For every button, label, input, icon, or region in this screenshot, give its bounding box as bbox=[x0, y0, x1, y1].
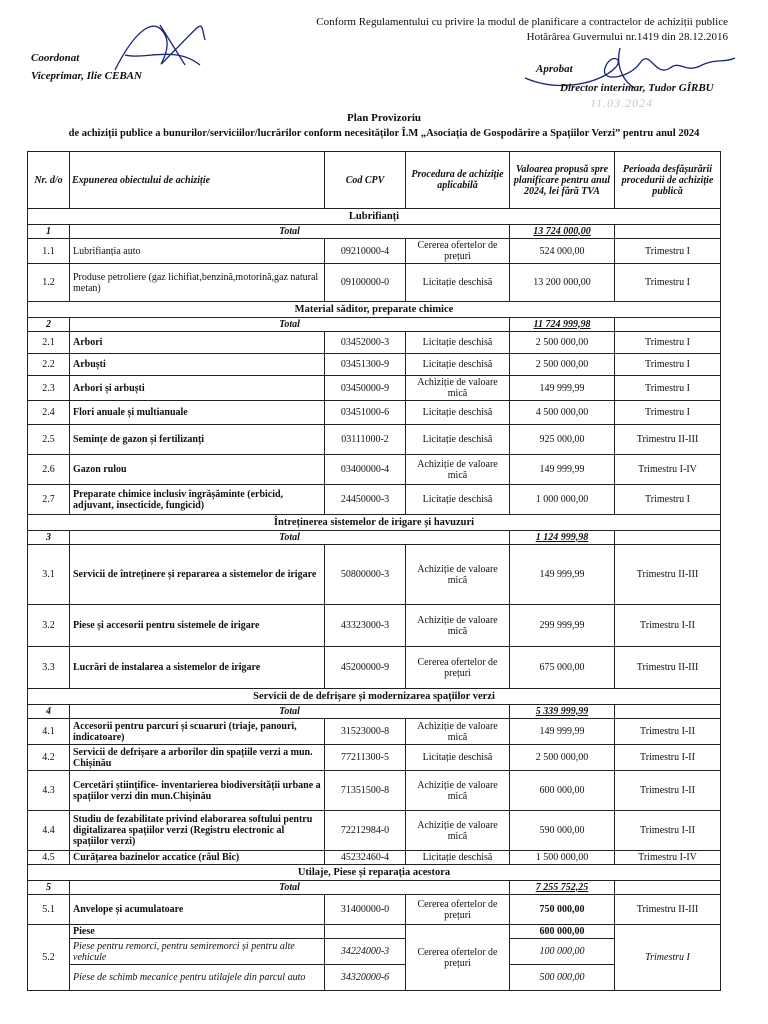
page-subtitle: de achiziții publice a bunurilor/serviciilor/lucrărilor conform necesităților Î.M „Asociația de Gospodărire a Spațiilor Verzi” pentru anul 2024 bbox=[68, 128, 700, 139]
row-object: Arbori și arbuști bbox=[70, 376, 325, 401]
section-title: Lubrifianți bbox=[28, 209, 721, 225]
row-procedure: Achiziție de valoare mică bbox=[406, 719, 510, 745]
row-number: 4.4 bbox=[28, 811, 70, 851]
table-row bbox=[28, 771, 721, 811]
row-number: 2.7 bbox=[28, 485, 70, 515]
row-object: Lubrifianția auto bbox=[70, 239, 325, 264]
table-row bbox=[28, 264, 721, 302]
total-label: Total bbox=[70, 881, 510, 895]
empty-cell bbox=[325, 925, 406, 939]
row-object: Piese de schimb mecanice pentru utilajele din parcul auto bbox=[70, 965, 325, 991]
column-header-cpv: Cod CPV bbox=[325, 152, 406, 209]
procurement-plan-table bbox=[27, 151, 721, 991]
row-period: Trimestru II-III bbox=[615, 895, 721, 925]
date-stamp: 11.03.2024 bbox=[590, 96, 654, 110]
row-number: 4.3 bbox=[28, 771, 70, 811]
row-object: Anvelope și acumulatoare bbox=[70, 895, 325, 925]
government-decision-reference: Hotărârea Guvernului nr.1419 din 28.12.2016 bbox=[526, 31, 728, 43]
section-number: 5 bbox=[28, 881, 70, 895]
table-row bbox=[28, 925, 721, 939]
row-object: Piese și accesorii pentru sistemele de irigare bbox=[70, 605, 325, 647]
total-label: Total bbox=[70, 531, 510, 545]
row-value: 149 999,99 bbox=[510, 455, 615, 485]
empty-cell bbox=[615, 225, 721, 239]
section-total-row bbox=[28, 881, 721, 895]
row-cpv: 72212984-0 bbox=[325, 811, 406, 851]
row-value: 2 500 000,00 bbox=[510, 332, 615, 354]
empty-cell bbox=[615, 705, 721, 719]
table-row bbox=[28, 455, 721, 485]
table-row bbox=[28, 745, 721, 771]
row-cpv: 09210000-4 bbox=[325, 239, 406, 264]
row-period: Trimestru I bbox=[615, 925, 721, 991]
row-value: 500 000,00 bbox=[510, 965, 615, 991]
row-cpv: 45200000-9 bbox=[325, 647, 406, 689]
row-value: 1 500 000,00 bbox=[510, 851, 615, 865]
row-object: Flori anuale și multianuale bbox=[70, 401, 325, 425]
row-procedure: Achiziție de valoare mică bbox=[406, 811, 510, 851]
row-object: Studiu de fezabilitate privind elaborarea softului pentru digitalizarea spațiilor verzi (Registru electronic al spațiilor verzi) bbox=[70, 811, 325, 851]
table-row bbox=[28, 485, 721, 515]
section-title-row bbox=[28, 515, 721, 531]
row-cpv: 77211300-5 bbox=[325, 745, 406, 771]
section-title: Servicii de de defrișare și modernizarea spațiilor verzi bbox=[28, 689, 721, 705]
row-cpv: 71351500-8 bbox=[325, 771, 406, 811]
row-period: Trimestru I bbox=[615, 264, 721, 302]
table-row bbox=[28, 811, 721, 851]
row-value: 4 500 000,00 bbox=[510, 401, 615, 425]
row-number: 4.1 bbox=[28, 719, 70, 745]
row-number: 2.5 bbox=[28, 425, 70, 455]
section-total: 5 339 999,99 bbox=[510, 705, 615, 719]
section-total-row bbox=[28, 531, 721, 545]
row-object: Preparate chimice inclusiv îngrășăminte (erbicid, adjuvant, insecticide, fungicid) bbox=[70, 485, 325, 515]
row-value: 524 000,00 bbox=[510, 239, 615, 264]
row-procedure: Achiziție de valoare mică bbox=[406, 605, 510, 647]
row-period: Trimestru I-II bbox=[615, 605, 721, 647]
row-object: Accesorii pentru parcuri și scuaruri (triaje, panouri, indicatoare) bbox=[70, 719, 325, 745]
row-procedure: Licitație deschisă bbox=[406, 745, 510, 771]
row-period: Trimestru I-IV bbox=[615, 851, 721, 865]
table-row bbox=[28, 895, 721, 925]
row-object: Arbuști bbox=[70, 354, 325, 376]
row-value: 149 999,99 bbox=[510, 376, 615, 401]
row-value: 149 999,99 bbox=[510, 545, 615, 605]
row-object: Servicii de întreținere și repararea a sistemelor de irigare bbox=[70, 545, 325, 605]
row-period: Trimestru I bbox=[615, 239, 721, 264]
row-value: 590 000,00 bbox=[510, 811, 615, 851]
row-object: Lucrări de instalarea a sistemelor de irigare bbox=[70, 647, 325, 689]
column-header-nr: Nr. d/o bbox=[28, 152, 70, 209]
row-object: Semințe de gazon și fertilizanți bbox=[70, 425, 325, 455]
row-procedure: Licitație deschisă bbox=[406, 401, 510, 425]
section-total-row bbox=[28, 705, 721, 719]
empty-cell bbox=[615, 318, 721, 332]
section-number: 4 bbox=[28, 705, 70, 719]
section-title-row bbox=[28, 302, 721, 318]
column-header-period: Perioada desfășurării procedurii de achiziție publică bbox=[615, 152, 721, 209]
row-period: Trimestru I bbox=[615, 354, 721, 376]
row-value: 2 500 000,00 bbox=[510, 745, 615, 771]
row-period: Trimestru I-II bbox=[615, 719, 721, 745]
row-value: 2 500 000,00 bbox=[510, 354, 615, 376]
row-number: 2.4 bbox=[28, 401, 70, 425]
empty-cell bbox=[615, 881, 721, 895]
section-total: 13 724 000,00 bbox=[510, 225, 615, 239]
row-procedure: Licitație deschisă bbox=[406, 264, 510, 302]
row-cpv: 24450000-3 bbox=[325, 485, 406, 515]
row-object: Servicii de defrișare a arborilor din spațiile verzi a mun. Chișinău bbox=[70, 745, 325, 771]
row-number: 2.3 bbox=[28, 376, 70, 401]
row-number: 3.1 bbox=[28, 545, 70, 605]
regulation-reference: Conform Regulamentului cu privire la modul de planificare a contractelor de achiziții publice bbox=[316, 16, 728, 28]
row-procedure: Licitație deschisă bbox=[406, 425, 510, 455]
row-number: 2.6 bbox=[28, 455, 70, 485]
row-period: Trimestru I bbox=[615, 332, 721, 354]
row-number: 2.1 bbox=[28, 332, 70, 354]
total-label: Total bbox=[70, 318, 510, 332]
row-procedure: Achiziție de valoare mică bbox=[406, 545, 510, 605]
row-object: Curățarea bazinelor accatice (râul Bîc) bbox=[70, 851, 325, 865]
row-number: 2.2 bbox=[28, 354, 70, 376]
row-cpv: 34224000-3 bbox=[325, 939, 406, 965]
row-cpv: 03451000-6 bbox=[325, 401, 406, 425]
table-row bbox=[28, 647, 721, 689]
row-value: 675 000,00 bbox=[510, 647, 615, 689]
row-procedure: Achiziție de valoare mică bbox=[406, 771, 510, 811]
row-value: 100 000,00 bbox=[510, 939, 615, 965]
section-title: Utilaje, Piese și reparația acestora bbox=[28, 865, 721, 881]
row-cpv: 03450000-9 bbox=[325, 376, 406, 401]
table-row bbox=[28, 332, 721, 354]
row-cpv: 03111000-2 bbox=[325, 425, 406, 455]
row-cpv: 43323000-3 bbox=[325, 605, 406, 647]
row-cpv: 50800000-3 bbox=[325, 545, 406, 605]
row-value: 13 200 000,00 bbox=[510, 264, 615, 302]
row-group-name: Piese bbox=[70, 925, 325, 939]
row-procedure: Licitație deschisă bbox=[406, 851, 510, 865]
row-procedure: Cererea ofertelor de prețuri bbox=[406, 647, 510, 689]
row-value: 299 999,99 bbox=[510, 605, 615, 647]
vice-mayor-name: Viceprimar, Ilie CEBAN bbox=[31, 70, 142, 82]
row-value: 1 000 000,00 bbox=[510, 485, 615, 515]
section-total: 11 724 999,98 bbox=[510, 318, 615, 332]
row-cpv: 03451300-9 bbox=[325, 354, 406, 376]
row-cpv: 31523000-8 bbox=[325, 719, 406, 745]
row-number: 1.2 bbox=[28, 264, 70, 302]
row-period: Trimestru II-III bbox=[615, 425, 721, 455]
row-number: 1.1 bbox=[28, 239, 70, 264]
section-total: 7 255 752,25 bbox=[510, 881, 615, 895]
director-name: Director interimar, Tudor GÎRBU bbox=[560, 82, 714, 94]
table-row bbox=[28, 376, 721, 401]
approved-label: Aprobat bbox=[536, 63, 573, 75]
row-procedure: Licitație deschisă bbox=[406, 485, 510, 515]
total-label: Total bbox=[70, 225, 510, 239]
table-row bbox=[28, 239, 721, 264]
section-total-row bbox=[28, 225, 721, 239]
section-number: 3 bbox=[28, 531, 70, 545]
row-cpv: 09100000-0 bbox=[325, 264, 406, 302]
total-label: Total bbox=[70, 705, 510, 719]
row-number: 5.1 bbox=[28, 895, 70, 925]
table-row bbox=[28, 719, 721, 745]
row-period: Trimestru I bbox=[615, 485, 721, 515]
row-procedure: Licitație deschisă bbox=[406, 354, 510, 376]
row-number: 5.2 bbox=[28, 925, 70, 991]
row-period: Trimestru I-II bbox=[615, 811, 721, 851]
row-object: Piese pentru remorci, pentru semiremorci și pentru alte vehicule bbox=[70, 939, 325, 965]
column-header-value: Valoarea propusă spre planificare pentru anul 2024, lei fără TVA bbox=[510, 152, 615, 209]
row-value: 925 000,00 bbox=[510, 425, 615, 455]
row-period: Trimestru I-II bbox=[615, 771, 721, 811]
section-number: 2 bbox=[28, 318, 70, 332]
section-title-row bbox=[28, 209, 721, 225]
row-procedure: Cererea ofertelor de prețuri bbox=[406, 925, 510, 991]
row-cpv: 45232460-4 bbox=[325, 851, 406, 865]
table-row bbox=[28, 354, 721, 376]
column-header-procedure: Procedura de achiziție aplicabilă bbox=[406, 152, 510, 209]
table-row bbox=[28, 425, 721, 455]
section-title: Material săditor, preparate chimice bbox=[28, 302, 721, 318]
row-procedure: Cererea ofertelor de prețuri bbox=[406, 895, 510, 925]
row-cpv: 03452000-3 bbox=[325, 332, 406, 354]
row-cpv: 31400000-0 bbox=[325, 895, 406, 925]
row-object: Produse petroliere (gaz lichifiat,benzină,motorină,gaz natural metan) bbox=[70, 264, 325, 302]
row-number: 3.2 bbox=[28, 605, 70, 647]
row-period: Trimestru I-II bbox=[615, 745, 721, 771]
row-object: Gazon rulou bbox=[70, 455, 325, 485]
row-procedure: Achiziție de valoare mică bbox=[406, 376, 510, 401]
row-procedure: Licitație deschisă bbox=[406, 332, 510, 354]
section-total-row bbox=[28, 318, 721, 332]
section-title: Întreținerea sistemelor de irigare și havuzuri bbox=[28, 515, 721, 531]
row-procedure: Cererea ofertelor de prețuri bbox=[406, 239, 510, 264]
row-number: 4.5 bbox=[28, 851, 70, 865]
row-value: 149 999,99 bbox=[510, 719, 615, 745]
table-row bbox=[28, 401, 721, 425]
row-period: Trimestru I bbox=[615, 376, 721, 401]
row-group-value: 600 000,00 bbox=[510, 925, 615, 939]
row-cpv: 34320000-6 bbox=[325, 965, 406, 991]
page-title: Plan Provizoriu bbox=[346, 112, 422, 124]
row-cpv: 03400000-4 bbox=[325, 455, 406, 485]
section-title-row bbox=[28, 689, 721, 705]
table-header-row bbox=[28, 152, 721, 209]
row-period: Trimestru II-III bbox=[615, 647, 721, 689]
row-value: 750 000,00 bbox=[510, 895, 615, 925]
row-number: 4.2 bbox=[28, 745, 70, 771]
coordinated-label: Coordonat bbox=[31, 52, 80, 64]
column-header-object: Expunerea obiectului de achiziție bbox=[70, 152, 325, 209]
row-period: Trimestru I bbox=[615, 401, 721, 425]
row-number: 3.3 bbox=[28, 647, 70, 689]
row-period: Trimestru I-IV bbox=[615, 455, 721, 485]
row-procedure: Achiziție de valoare mică bbox=[406, 455, 510, 485]
section-number: 1 bbox=[28, 225, 70, 239]
table-row bbox=[28, 851, 721, 865]
section-title-row bbox=[28, 865, 721, 881]
row-object: Arbori bbox=[70, 332, 325, 354]
row-value: 600 000,00 bbox=[510, 771, 615, 811]
row-period: Trimestru II-III bbox=[615, 545, 721, 605]
row-object: Cercetări științifice- inventarierea biodiversității urbane a spațiilor verzi din mun.Chișinău bbox=[70, 771, 325, 811]
table-row bbox=[28, 605, 721, 647]
empty-cell bbox=[615, 531, 721, 545]
table-row bbox=[28, 545, 721, 605]
section-total: 1 124 999,98 bbox=[510, 531, 615, 545]
